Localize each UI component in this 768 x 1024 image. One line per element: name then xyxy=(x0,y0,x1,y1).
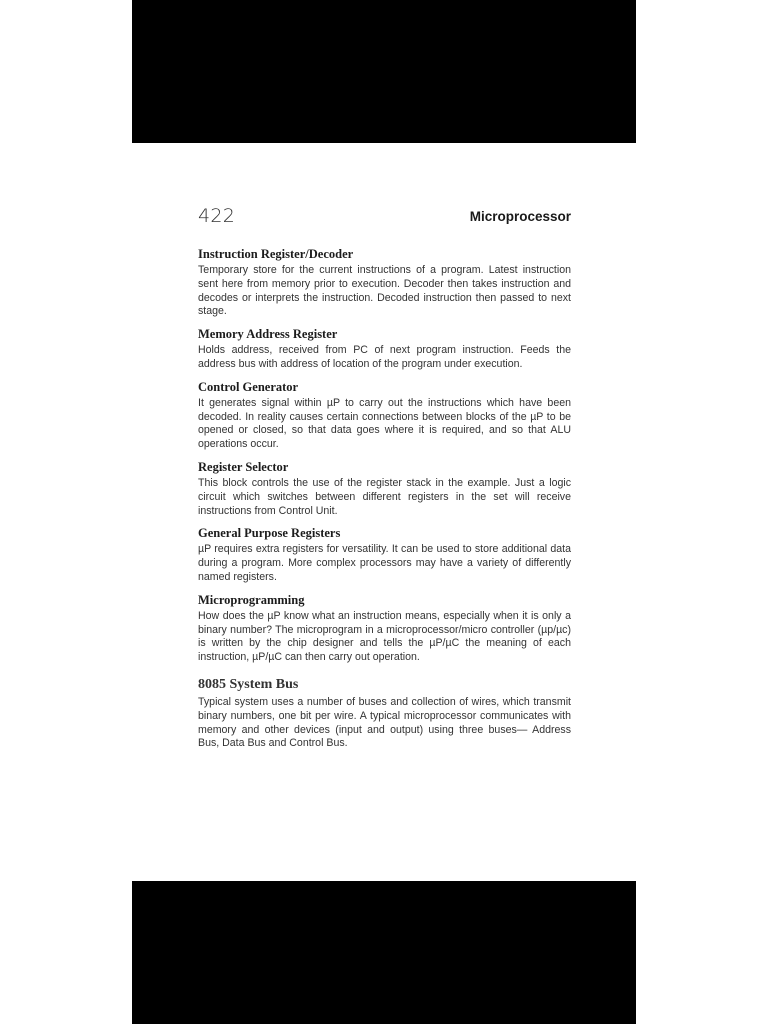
section-heading: Register Selector xyxy=(198,459,289,474)
section-8085-system-bus xyxy=(198,676,571,751)
major-section-heading: 8085 System Bus xyxy=(198,676,299,692)
section-register-selector xyxy=(198,460,571,518)
section-heading: General Purpose Registers xyxy=(198,526,341,541)
letterbox-bottom xyxy=(132,881,636,1024)
letterbox-top xyxy=(132,0,636,143)
section-heading: Memory Address Register xyxy=(198,327,338,342)
section-body: µP requires extra registers for versatility. It can be used to store additional data during a program. More complex processors may have a variety of differently named registers. xyxy=(198,543,571,583)
section-heading: Microprogramming xyxy=(198,592,305,607)
page-number: 422 xyxy=(198,205,236,227)
running-head xyxy=(198,205,571,239)
book-page xyxy=(198,205,571,751)
section-body: Holds address, received from PC of next program instruction. Feeds the address bus with address of location of the program under execution. xyxy=(198,344,571,370)
section-body: Temporary store for the current instructions of a program. Latest instruction sent here from memory prior to execution. Decoder then takes instruction and decodes or interprets the instruction. Decoded instruction then passed to next stage. xyxy=(198,264,571,318)
section-heading: Control Generator xyxy=(198,379,299,394)
section-body: How does the µP know what an instruction means, especially when it is only a binary number? The microprogram in a microprocessor/micro controller (µp/µc) is written by the chip designer and tells the µP/µC the meaning of each instruction, µP/µC can then carry out operation. xyxy=(198,609,571,664)
chapter-title: Microprocessor xyxy=(469,209,571,224)
section-body: It generates signal within µP to carry out the instructions which have been decoded. In reality causes certain connections between blocks of the µP to be opened or closed, so that data goes where it is required, and so that ALU operations occur. xyxy=(198,396,571,451)
section-body: This block controls the use of the register stack in the example. Just a logic circuit which switches between different registers in the set will receive instructions from Control Unit. xyxy=(198,476,571,517)
section-microprogramming xyxy=(198,593,571,665)
section-heading: Instruction Register/Decoder xyxy=(198,247,354,261)
section-general-purpose-registers xyxy=(198,526,571,584)
major-section-body: Typical system uses a number of buses and collection of wires, which transmit binary numbers, one bit per wire. A typical microprocessor communicates with memory and other devices (input and output) using three buses— Address Bus, Data Bus and Control Bus. xyxy=(198,695,571,750)
section-instruction-register-decoder xyxy=(198,247,571,319)
section-memory-address-register xyxy=(198,327,571,372)
section-control-generator xyxy=(198,380,571,452)
